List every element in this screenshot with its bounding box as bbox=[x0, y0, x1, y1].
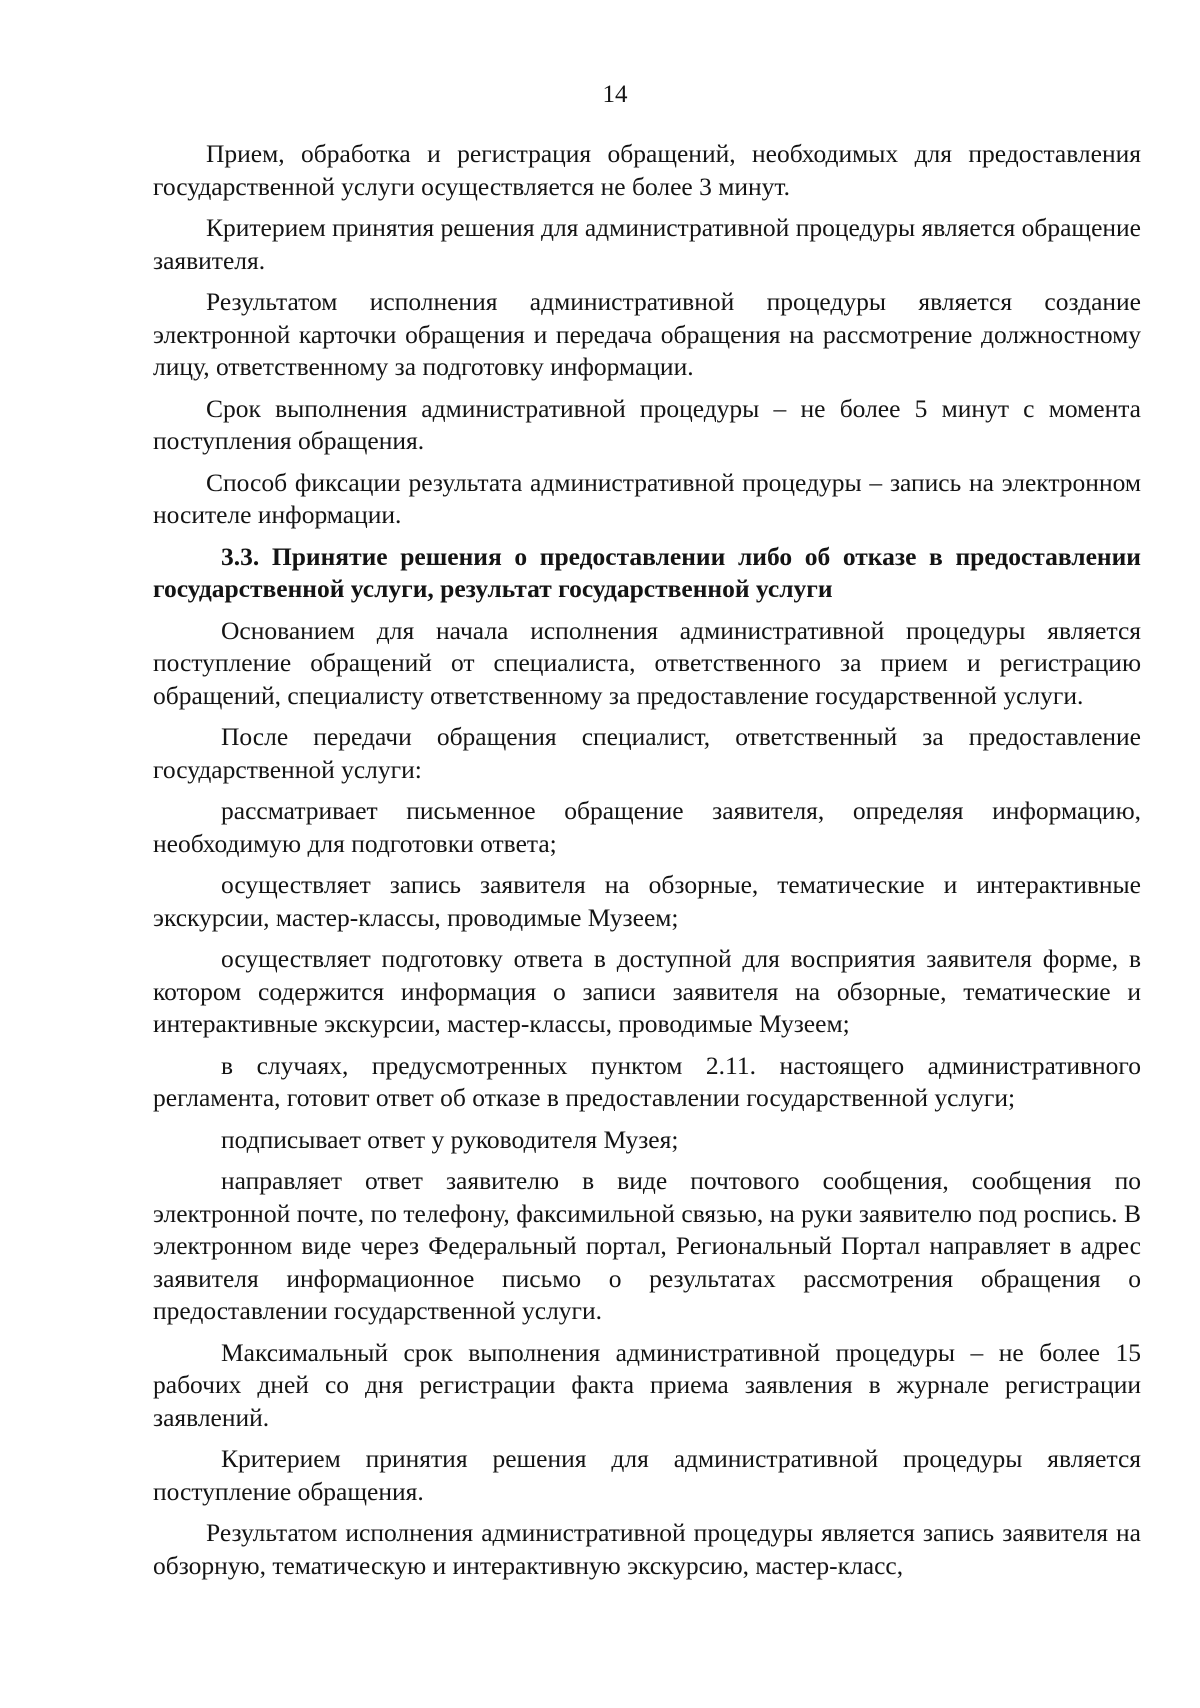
list-item: направляет ответ заявителю в виде почтового сообщения, сообщения по электронной почте, по телефону, факсимильной связью, на руки заявителю под роспись. В электронном виде через Федеральный портал, Региональный Портал направляет в адрес заявителя информационное письмо о результатах рассмотрения обращения о предоставлении государственной услуги. bbox=[153, 1166, 1141, 1325]
paragraph: Результатом исполнения административной процедуры является запись заявителя на обзорную, тематическую и интерактивную экскурсию, мастер-класс, bbox=[153, 1518, 1141, 1580]
page-number: 14 bbox=[602, 81, 628, 108]
section-heading: 3.3. Принятие решения о предоставлении либо об отказе в предоставлении государственной услуги, результат государственной услуги bbox=[153, 541, 1141, 603]
list-item: подписывает ответ у руководителя Музея; bbox=[221, 1124, 679, 1154]
document-body bbox=[153, 138, 1141, 1591]
list-item: осуществляет запись заявителя на обзорные, тематические и интерактивные экскурсии, мастер-классы, проводимые Музеем; bbox=[153, 870, 1141, 932]
paragraph: Максимальный срок выполнения административной процедуры – не более 15 рабочих дней со дня регистрации факта приема заявления в журнале регистрации заявлений. bbox=[153, 1337, 1141, 1432]
list-item: в случаях, предусмотренных пунктом 2.11. настоящего административного регламента, готовит ответ об отказе в предоставлении государственной услуги; bbox=[153, 1050, 1141, 1112]
paragraph: Срок выполнения административной процедуры – не более 5 минут с момента поступления обращения. bbox=[153, 393, 1141, 455]
list-item: осуществляет подготовку ответа в доступной для восприятия заявителя форме, в котором содержится информация о записи заявителя на обзорные, тематические и интерактивные экскурсии, мастер-классы, проводимые Музеем; bbox=[153, 944, 1141, 1038]
paragraph: Критерием принятия решения для административной процедуры является поступление обращения. bbox=[153, 1444, 1141, 1506]
paragraph: Основанием для начала исполнения административной процедуры является поступление обращений от специалиста, ответственного за прием и регистрацию обращений, специалисту ответственному за предоставление государственной услуги. bbox=[153, 615, 1141, 710]
paragraph: Критерием принятия решения для административной процедуры является обращение заявителя. bbox=[153, 213, 1141, 275]
paragraph: Результатом исполнения административной процедуры является создание электронной карточки обращения и передача обращения на рассмотрение должностному лицу, ответственному за подготовку информации. bbox=[153, 287, 1141, 381]
list-item: рассматривает письменное обращение заявителя, определяя информацию, необходимую для подготовки ответа; bbox=[153, 796, 1141, 858]
paragraph: Прием, обработка и регистрация обращений, необходимых для предоставления государственной услуги осуществляется не более 3 минут. bbox=[153, 139, 1141, 201]
paragraph: Способ фиксации результата административной процедуры – запись на электронном носителе информации. bbox=[153, 467, 1141, 529]
paragraph: После передачи обращения специалист, ответственный за предоставление государственной услуги: bbox=[153, 722, 1141, 784]
